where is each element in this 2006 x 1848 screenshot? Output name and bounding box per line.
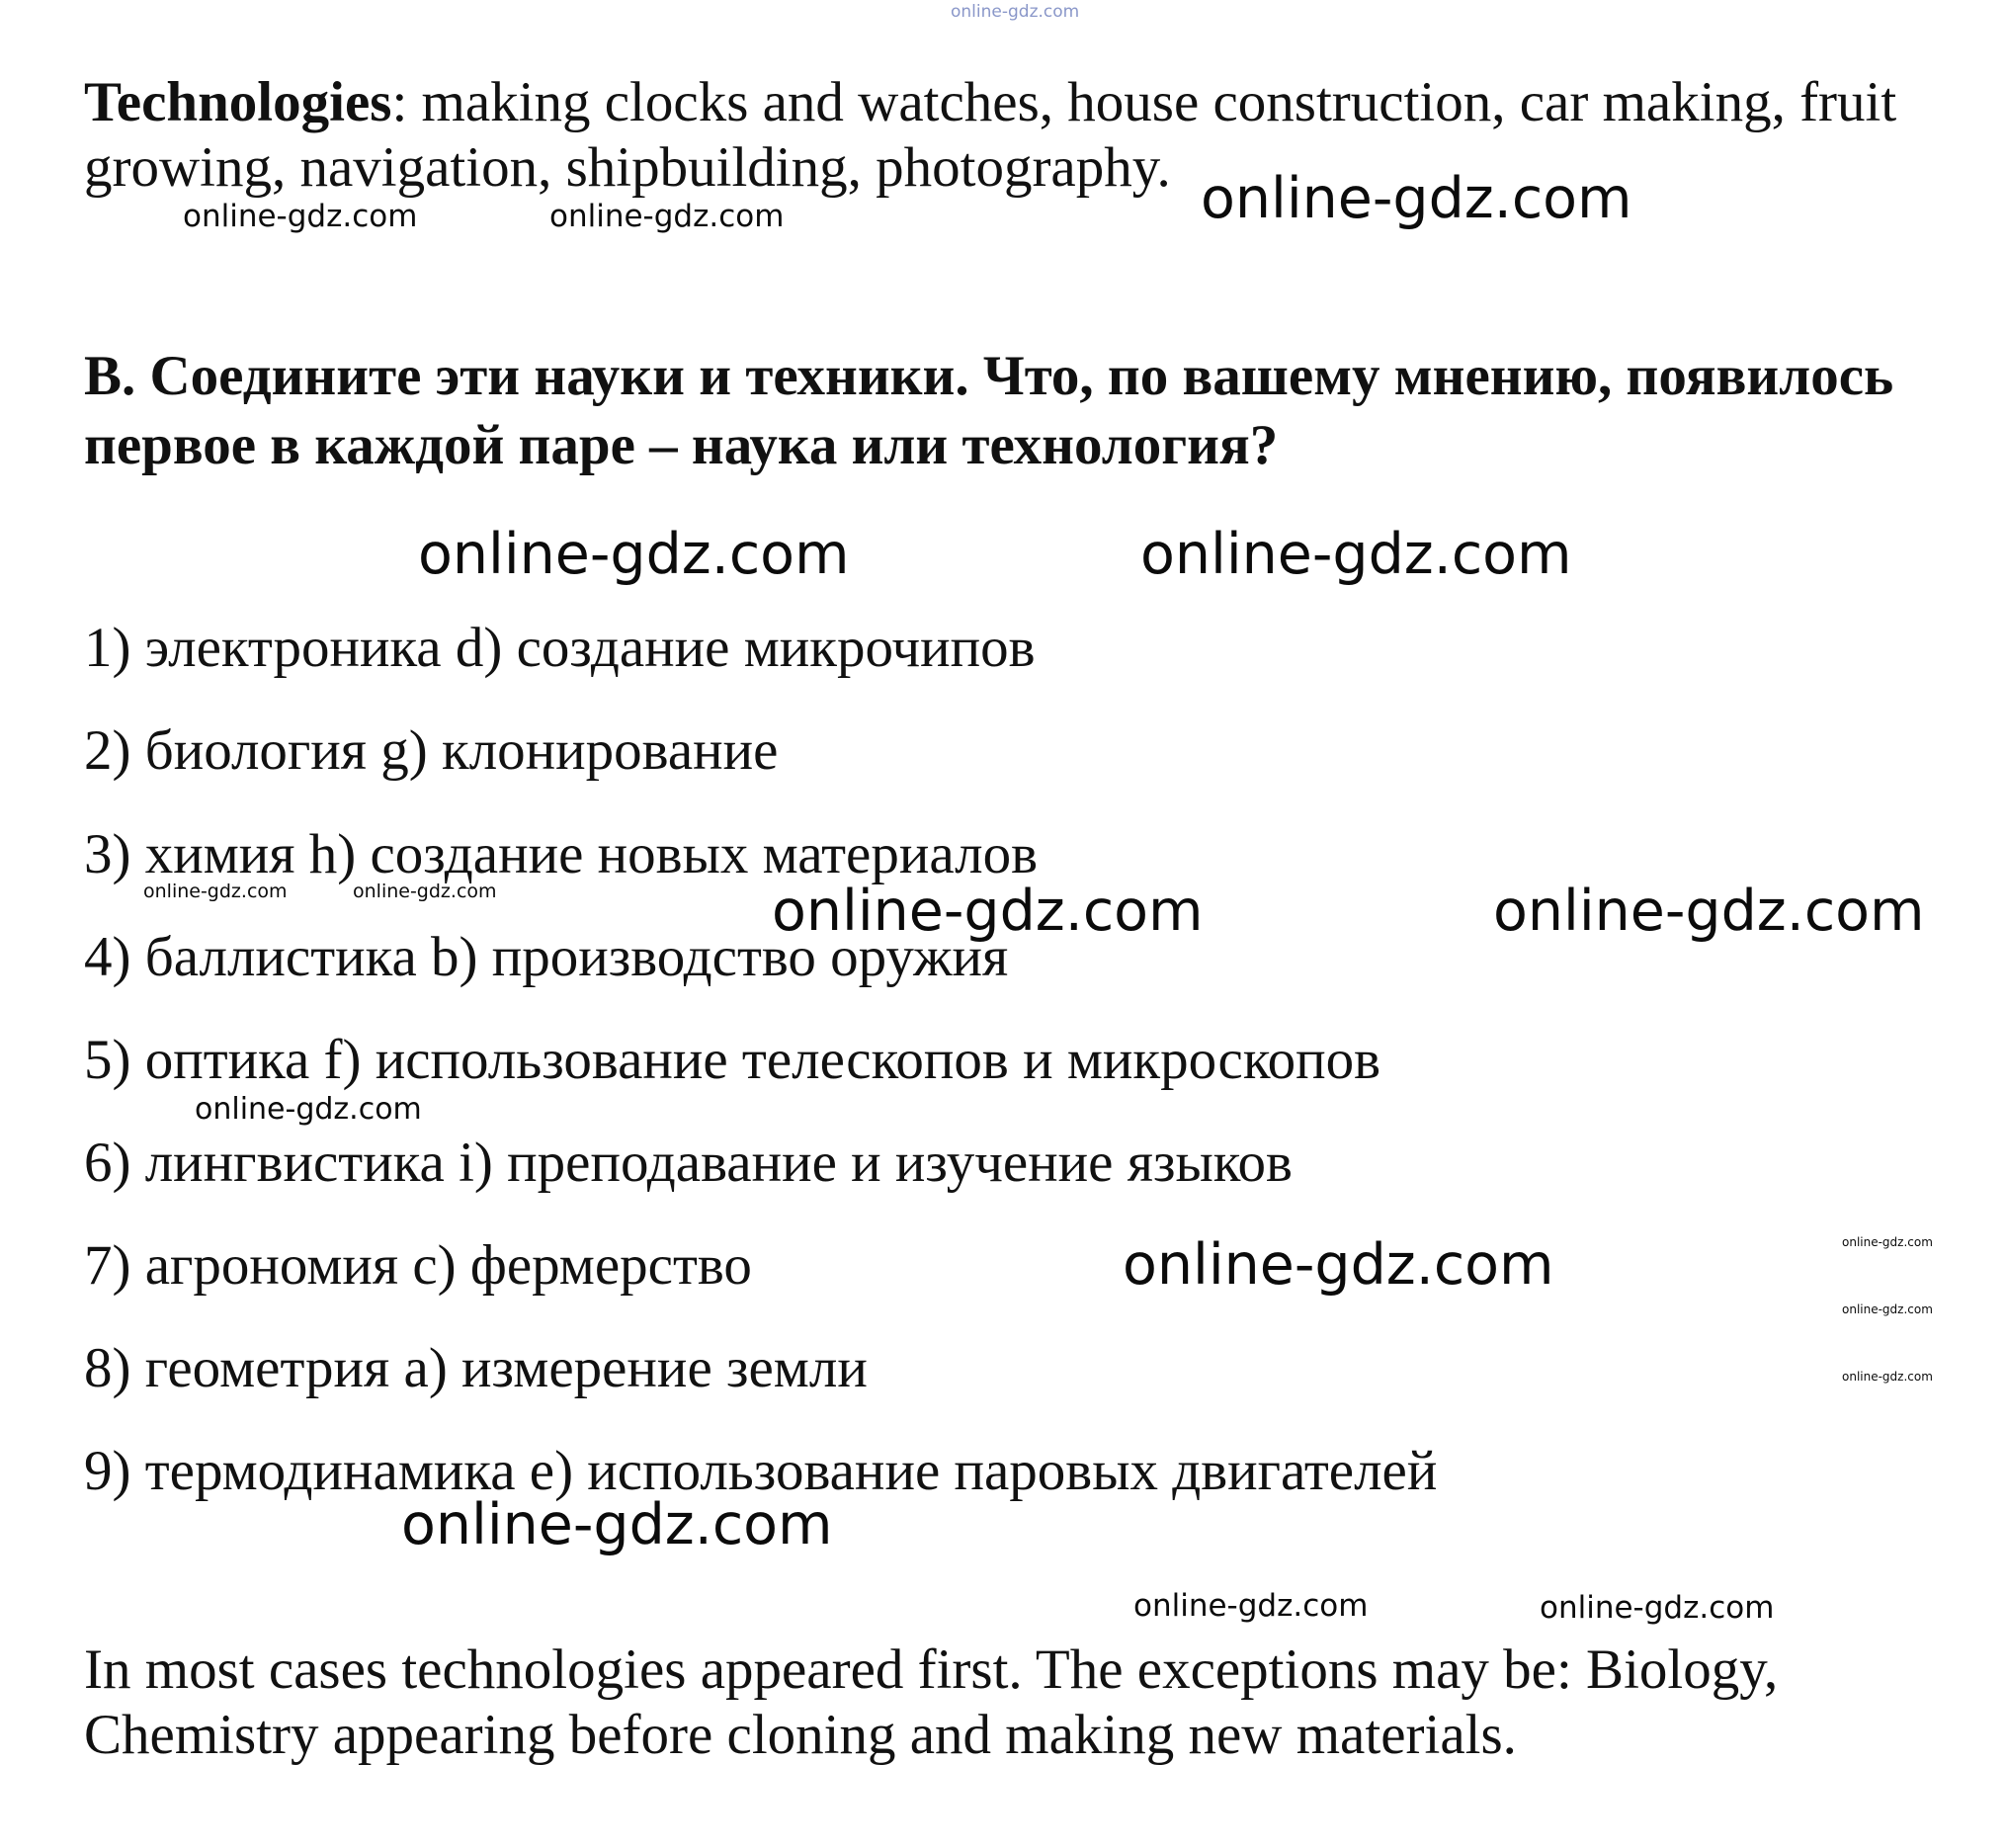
section-b-heading-line-1: B. Соедините эти науки и техники. Что, по вашему мнению, появилось	[84, 345, 1894, 407]
pair-item-6: 6) лингвистика i) преподавание и изучение языков	[84, 1132, 1293, 1194]
answer-line-2: Chemistry appearing before cloning and making new materials.	[84, 1704, 1517, 1766]
watermark: online-gdz.com	[1842, 1302, 1933, 1316]
watermark: online-gdz.com	[1201, 166, 1632, 231]
header-watermark: online-gdz.com	[951, 2, 1080, 22]
pair-item-8: 8) геометрия a) измерение земли	[84, 1337, 868, 1399]
pair-item-9: 9) термодинамика e) использование паровых двигателей	[84, 1440, 1438, 1502]
watermark: online-gdz.com	[183, 199, 418, 234]
pair-item-5: 5) оптика f) использование телескопов и микроскопов	[84, 1029, 1381, 1091]
technologies-line-1	[84, 70, 1896, 135]
section-b-heading-line-2: первое в каждой паре – наука или технология?	[84, 414, 1279, 476]
technologies-list-part-1: : making clocks and watches, house construction, car making, fruit	[391, 71, 1897, 133]
answer-line-1: In most cases technologies appeared first. The exceptions may be: Biology,	[84, 1638, 1779, 1701]
watermark: online-gdz.com	[143, 881, 288, 902]
watermark: online-gdz.com	[353, 881, 497, 902]
pair-item-2: 2) биология g) клонирование	[84, 719, 779, 782]
pair-item-3: 3) химия h) создание новых материалов	[84, 823, 1038, 885]
watermark: online-gdz.com	[418, 522, 850, 587]
watermark: online-gdz.com	[1540, 1590, 1775, 1626]
watermark: online-gdz.com	[1842, 1235, 1933, 1249]
technologies-label: Technologies	[84, 71, 392, 133]
watermark: online-gdz.com	[549, 199, 785, 234]
pair-item-1: 1) электроника d) создание микрочипов	[84, 617, 1036, 679]
pair-item-4: 4) баллистика b) производство оружия	[84, 926, 1009, 988]
watermark: online-gdz.com	[1842, 1370, 1933, 1384]
watermark: online-gdz.com	[195, 1092, 422, 1127]
watermark: online-gdz.com	[401, 1492, 833, 1557]
watermark: online-gdz.com	[1493, 879, 1925, 944]
pair-item-7: 7) агрономия c) фермерство	[84, 1234, 752, 1297]
technologies-line-2: growing, navigation, shipbuilding, photography.	[84, 136, 1171, 199]
watermark: online-gdz.com	[1133, 1588, 1369, 1624]
watermark: online-gdz.com	[1123, 1232, 1554, 1298]
watermark: online-gdz.com	[772, 879, 1204, 944]
watermark: online-gdz.com	[1140, 522, 1572, 587]
